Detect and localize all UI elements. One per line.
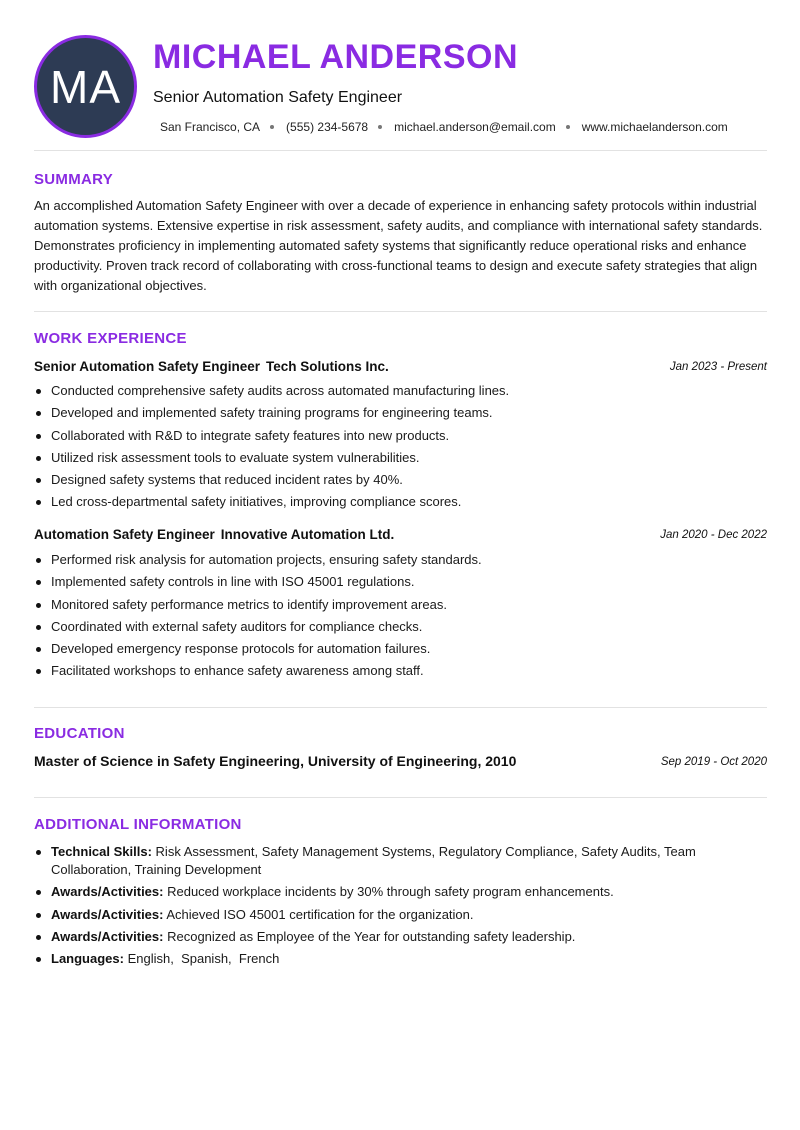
job-role: Automation Safety Engineer [34, 527, 215, 542]
job-bullets [34, 551, 482, 685]
contact-phone: (555) 234-5678 [286, 120, 369, 134]
education-dates: Sep 2019 - Oct 2020 [660, 756, 767, 768]
contact-website[interactable]: www.michaelanderson.com [581, 120, 728, 134]
separator-dot [378, 125, 382, 129]
job-company: Tech Solutions Inc. [266, 359, 389, 374]
list-item [34, 906, 734, 924]
candidate-role: Senior Automation Safety Engineer [153, 89, 403, 106]
list-item [34, 928, 734, 946]
job-dates: Jan 2023 - Present [669, 361, 767, 373]
job-title-2 [34, 527, 394, 542]
item-text: Reduced workplace incidents by 30% through safety program enhancements. [167, 884, 614, 900]
work-experience-heading: WORK EXPERIENCE [34, 330, 187, 347]
job-role: Senior Automation Safety Engineer [34, 359, 261, 374]
contact-line [160, 120, 728, 134]
list-item [34, 883, 734, 901]
candidate-name: MICHAEL ANDERSON [153, 38, 519, 76]
contact-email[interactable]: michael.anderson@email.com [394, 120, 556, 134]
job-company: Innovative Automation Ltd. [220, 527, 395, 542]
list-item [34, 843, 734, 879]
list-item: Facilitated workshops to enhance safety awareness among staff. [34, 662, 482, 684]
avatar-initials: MA [50, 60, 121, 113]
separator-dot [566, 125, 570, 129]
avatar [34, 35, 137, 138]
education-degree: Master of Science in Safety Engineering, University of Engineering, 2010 [34, 753, 517, 769]
list-item: Coordinated with external safety auditors for compliance checks. [34, 618, 482, 640]
item-label: Technical Skills: [51, 844, 152, 859]
list-item [34, 950, 734, 968]
item-label: Awards/Activities: [51, 928, 164, 944]
education-heading: EDUCATION [34, 725, 125, 742]
list-item: Conducted comprehensive safety audits across automated manufacturing lines. [34, 382, 509, 404]
job-dates: Jan 2020 - Dec 2022 [660, 529, 767, 541]
job-bullets [34, 382, 509, 516]
divider [34, 707, 767, 708]
list-item: Developed and implemented safety training programs for engineering teams. [34, 404, 509, 426]
list-item: Led cross-departmental safety initiatives, improving compliance scores. [34, 493, 509, 515]
resume-header [0, 0, 800, 150]
additional-info-list [34, 843, 734, 972]
list-item: Monitored safety performance metrics to identify improvement areas. [34, 596, 482, 618]
list-item: Developed emergency response protocols for automation failures. [34, 640, 482, 662]
item-text: Recognized as Employee of the Year for outstanding safety leadership. [167, 928, 576, 944]
divider [34, 311, 767, 312]
list-item: Performed risk analysis for automation projects, ensuring safety standards. [34, 551, 482, 573]
list-item: Collaborated with R&D to integrate safety features into new products. [34, 427, 509, 449]
list-item: Implemented safety controls in line with ISO 45001 regulations. [34, 573, 482, 595]
separator-dot [270, 125, 274, 129]
job-title-1 [34, 359, 389, 374]
list-item: Utilized risk assessment tools to evaluate system vulnerabilities. [34, 449, 509, 471]
divider [34, 150, 767, 151]
list-item: Designed safety systems that reduced incident rates by 40%. [34, 471, 509, 493]
item-label: Languages: [51, 951, 124, 967]
item-text: Achieved ISO 45001 certification for the organization. [166, 906, 474, 922]
item-label: Awards/Activities: [51, 906, 164, 922]
summary-text: An accomplished Automation Safety Engineer with over a decade of experience in enhancing safety protocols within industrial automation systems. Extensive expertise in risk assessment, safety audits, and compliance with international safety standards. Demonstrates proficiency in implementing automated safety systems that significantly reduce operational risks and enhance productivity. Proven track record of collaborating with cross-functional teams to design and execute safety strategies that align with organizational objectives. [34, 198, 763, 293]
item-text: English, Spanish, French [127, 951, 280, 967]
contact-location: San Francisco, CA [160, 120, 261, 134]
additional-info-heading: ADDITIONAL INFORMATION [34, 816, 242, 833]
item-label: Awards/Activities: [51, 884, 164, 900]
divider [34, 797, 767, 798]
item-text: Risk Assessment, Safety Management Systems, Regulatory Compliance, Safety Audits, Team Collaboration, Training Development [51, 844, 696, 877]
summary-heading: SUMMARY [34, 171, 114, 188]
